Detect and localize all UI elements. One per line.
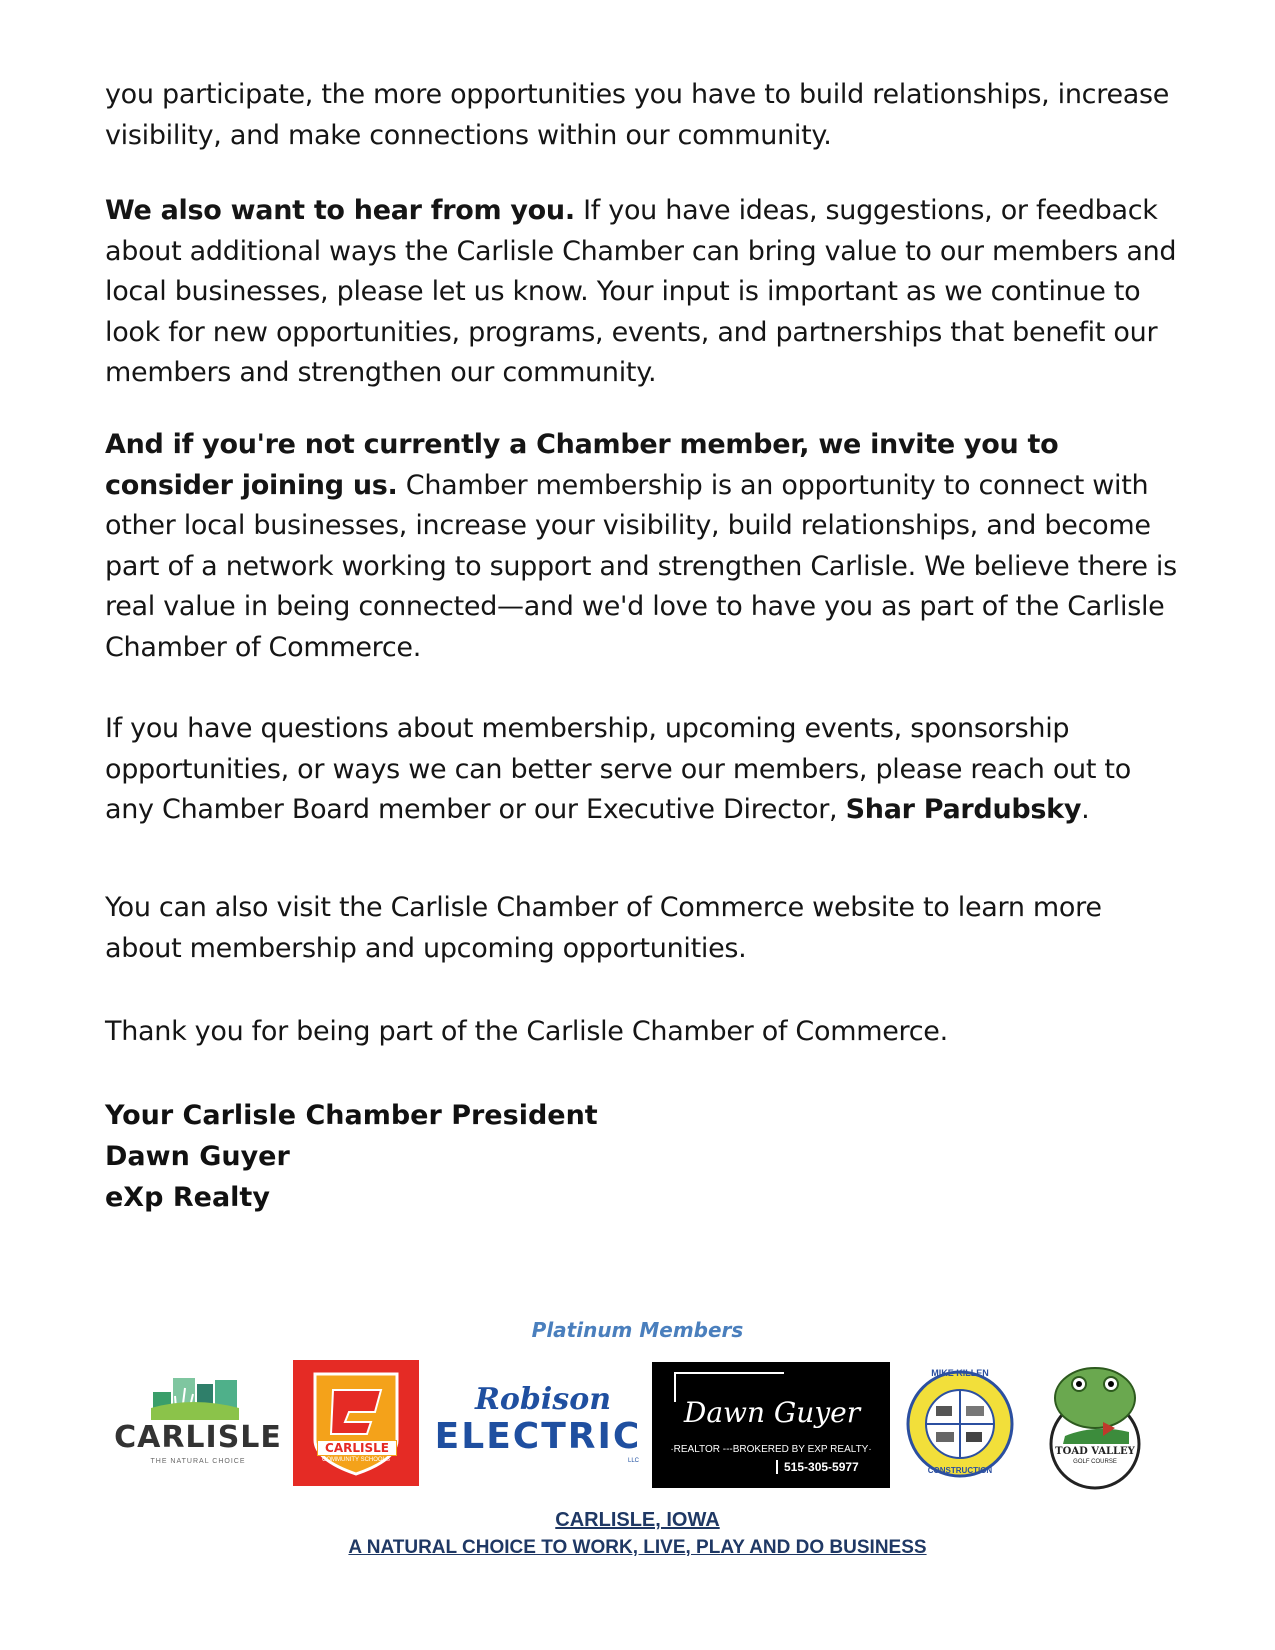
paragraph-6-text: Thank you for being part of the Carlisle Chamber of Commerce.: [105, 1016, 948, 1047]
paragraph-6: [105, 1012, 1185, 1053]
carlisle-city-logo: [113, 1360, 283, 1485]
carlisle-schools-logo: [293, 1360, 419, 1486]
paragraph-5-text: You can also visit the Carlisle Chamber of Commerce website to learn more about membership and upcoming opportunities.: [105, 892, 1102, 964]
guyer-phone: 515-305-5977: [776, 1460, 884, 1474]
paragraph-4: [105, 709, 1185, 831]
killen-top-text: MIKE KILLEN: [931, 1368, 989, 1378]
paragraph-3: [105, 425, 1185, 668]
construction-seal-icon: [906, 1370, 1014, 1478]
paragraph-4-text: If you have questions about membership, upcoming events, sponsorship opportunities, or ways we can better serve our members, please reach out to any Chamber Board member or our Executive Director,: [105, 713, 1131, 825]
guyer-realtor-line: ·REALTOR ---BROKERED BY EXP REALTY·: [670, 1444, 872, 1455]
paragraph-1: you participate, the more opportunities you have to build relationships, increase visibility, and make connections within our community.: [105, 79, 1170, 151]
paragraph-4-end: .: [1081, 794, 1090, 825]
dawn-guyer-realtor-logo: [652, 1362, 890, 1488]
footer-tagline[interactable]: A NATURAL CHOICE TO WORK, LIVE, PLAY AND DO BUSINESS: [348, 1537, 927, 1558]
toad-golf-icon: [1045, 1360, 1145, 1490]
letter-body: [105, 75, 1185, 156]
signature-company: eXp Realty: [105, 1182, 270, 1213]
killen-bottom-text: CONSTRUCTION: [927, 1466, 993, 1475]
toad-valley-logo: [1045, 1360, 1145, 1490]
paragraph-3-lead: And if you're not currently a Chamber member, we invite you to consider joining us.: [105, 429, 1059, 501]
toad-valley-wordmark: TOAD VALLEY: [1055, 1446, 1135, 1457]
paragraph-3-text: Chamber membership is an opportunity to connect with other local businesses, increase your visibility, build relationships, and become part of a network working to support and strengthen Carlisle. We believe there is real value in being connected—and we'd love to have you as part of the Carlisle Chamber of Commerce.: [105, 469, 1177, 663]
paragraph-2-text: If you have ideas, suggestions, or feedback about additional ways the Carlisle Chamber can bring value to our members and local businesses, please let us know. Your input is important as we continue to look for new opportunities, programs, events, and partnerships that benefit our members and strengthen our community.: [105, 195, 1177, 388]
signature-block: [105, 1095, 598, 1218]
toad-valley-subtitle: GOLF COURSE: [1073, 1459, 1117, 1465]
schools-subtitle: COMMUNITY SCHOOLS: [322, 1457, 390, 1463]
carlisle-tagline: THE NATURAL CHOICE: [150, 1458, 246, 1465]
mike-killen-construction-logo: [906, 1370, 1014, 1478]
schools-wordmark: CARLISLE: [317, 1440, 397, 1456]
carlisle-wordmark: CARLISLE: [114, 1420, 282, 1455]
paragraph-2-lead: We also want to hear from you.: [105, 195, 575, 226]
robison-electric-logo: [433, 1382, 643, 1462]
paragraph-2: [105, 191, 1185, 394]
footer-location[interactable]: CARLISLE, IOWA: [555, 1509, 720, 1531]
platinum-members-heading: Platinum Members: [531, 1318, 744, 1342]
paragraph-5: [105, 888, 1185, 969]
electric-wordmark: ELECTRIC: [434, 1416, 642, 1457]
signature-title: Your Carlisle Chamber President: [105, 1100, 598, 1131]
executive-director-name: Shar Pardubsky: [845, 794, 1082, 825]
robison-llc: LLC: [627, 1458, 639, 1464]
school-shield-icon: [293, 1360, 419, 1486]
guyer-signature-script: Dawn Guyer: [683, 1396, 861, 1429]
robison-wordmark: Robison: [474, 1382, 612, 1417]
sponsor-logos: [0, 1360, 1275, 1490]
signature-name: Dawn Guyer: [105, 1141, 290, 1172]
